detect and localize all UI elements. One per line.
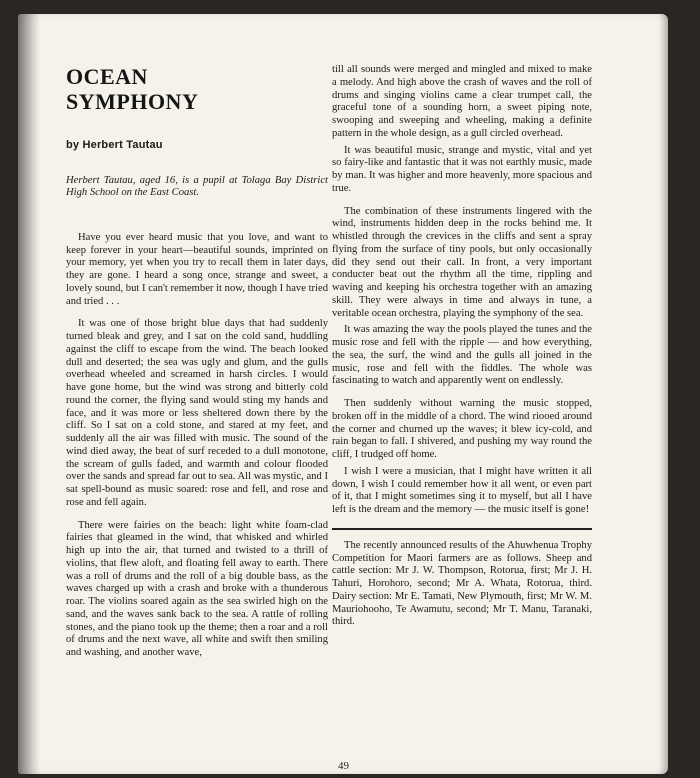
paragraph: The combination of these instruments lingered with the wind, instruments hidden deep in the rocks behind me. It whistled through the crevices in the cliffs and sent a spray flying from the surface of tiny pools, but only occasionally did they send out their call. In front, a very important conducter beat out the rhythm all the time, rippling and waving and keeping his orchestra together with an amazing skill. They were always in time and always in tune, a veritable ocean orchestra, playing the symphony of the sea.: [332, 205, 592, 319]
left-column: [66, 64, 328, 660]
section-divider: [332, 528, 592, 530]
right-column: [332, 64, 592, 629]
paragraph: There were fairies on the beach: light white foam-clad fairies that gleamed in the wind, that whisked and whirled high up into the air, that turned and twisted to a thrill of violins, that flew aloft, and floating fell away to earth. There was a roll of drums and the roll of a big double bass, as the waves charged up with a crash and broke with a thunderous roar. The violins soared again as the sea swirled high on the sand, and the waves sank back to the sea. A rattle of rolling stones, and the piano took up the theme; then a roar and a roll of drums and the next wave, all white and swift then smiling and washing, and another wave,: [66, 519, 328, 658]
page-gutter-shadow: [18, 14, 40, 774]
page-number: 49: [338, 760, 349, 772]
title-line-1: OCEAN: [66, 64, 148, 89]
paragraph: It was one of those bright blue days that had suddenly turned bleak and grey, and I sat on the cold sand, huddling against the cliff to escape from the wind. The beach looked dull and deserted; the sea was ugly and glum, and the gulls overhead wheeled and screamed in harsh circles. I would have gone home, but the wind was strong and bitterly cold round the corner, the flying sand would sting my hands and face, and it was more or less sheltered down there by the cliff. So I sat on a cold stone, and stared at my feet, and suddenly all the air was filled with music. The sound of the wind died away, the beat of surf receded to a dull monotone, the scream of gulls faded, and warmth and colour flooded over the sands and spread far out to sea. All was mystic, and I sat spell-bound as music soared: rose and fell, and rose and rose and fell again.: [66, 318, 328, 508]
trophy-results-notice: The recently announced results of the Ahuwhenua Trophy Competition for Maori farmers are as follows. Sheep and cattle section: Mr J. W. Thompson, Rotorua, first; Mr J. H. Tahuri, Horohoro, second; Mr A. Whata, Rotorua, third. Dairy section: Mr E. Tamati, New Plymouth, first; Mr W. M. Mauriohooho, Te Awamutu, second; Mr T. Manu, Taranaki, third.: [332, 539, 592, 628]
paragraph: It was amazing the way the pools played the tunes and the music rose and fell with the ripple — and how everything, the sea, the surf, the wind and the gulls all joined in the music, rose and fell with the fiddles. The whole was fascinating to watch and apparently went on endlessly.: [332, 324, 592, 387]
article-title: [66, 64, 328, 114]
paragraph: It was beautiful music, strange and mystic, vital and yet so fairy-like and fantastic that it was not earthly music, made by man. It was higher and more heavenly, more spacious and true.: [332, 144, 592, 194]
magazine-page: [18, 14, 668, 774]
paragraph: till all sounds were merged and mingled and mixed to make a melody. And high above the crash of waves and the roll of drums and singing violins came a clear trumpet call, the graceful tone of a sounding horn, a sweet piping note, swooping and sweeping and wheeling, making a definite pattern in the whole design, as a gull circled overhead.: [332, 64, 592, 139]
paragraph: I wish I were a musician, that I might have written it all down, I wish I could remember how it all went, or even part of it, that I might sometimes sing it to myself, but all I have left is the dream and the memory — the music itself is gone!: [332, 465, 592, 515]
title-line-2: SYMPHONY: [66, 89, 199, 114]
paragraph: Then suddenly without warning the music stopped, broken off in the middle of a chord. The wind riooed around the corner and churned up the waves; it blew icy-cold, and rain began to fall. I shivered, and pushing my way round the cliff, I trudged off home.: [332, 398, 592, 460]
author-intro: Herbert Tautau, aged 16, is a pupil at Tolaga Bay District High School on the East Coast.: [66, 174, 328, 199]
paragraph: Have you ever heard music that you love, and want to keep forever in your heart—beautiful sounds, imprinted on your memory, yet when you try to recall them in later days, they are gone. I heard a song once, strange and sweet, a lovely sound, but I can't remember it now, though I have tried and tried . . .: [66, 231, 328, 307]
page-edge-shadow: [658, 14, 668, 774]
byline: by Herbert Tautau: [66, 139, 163, 151]
